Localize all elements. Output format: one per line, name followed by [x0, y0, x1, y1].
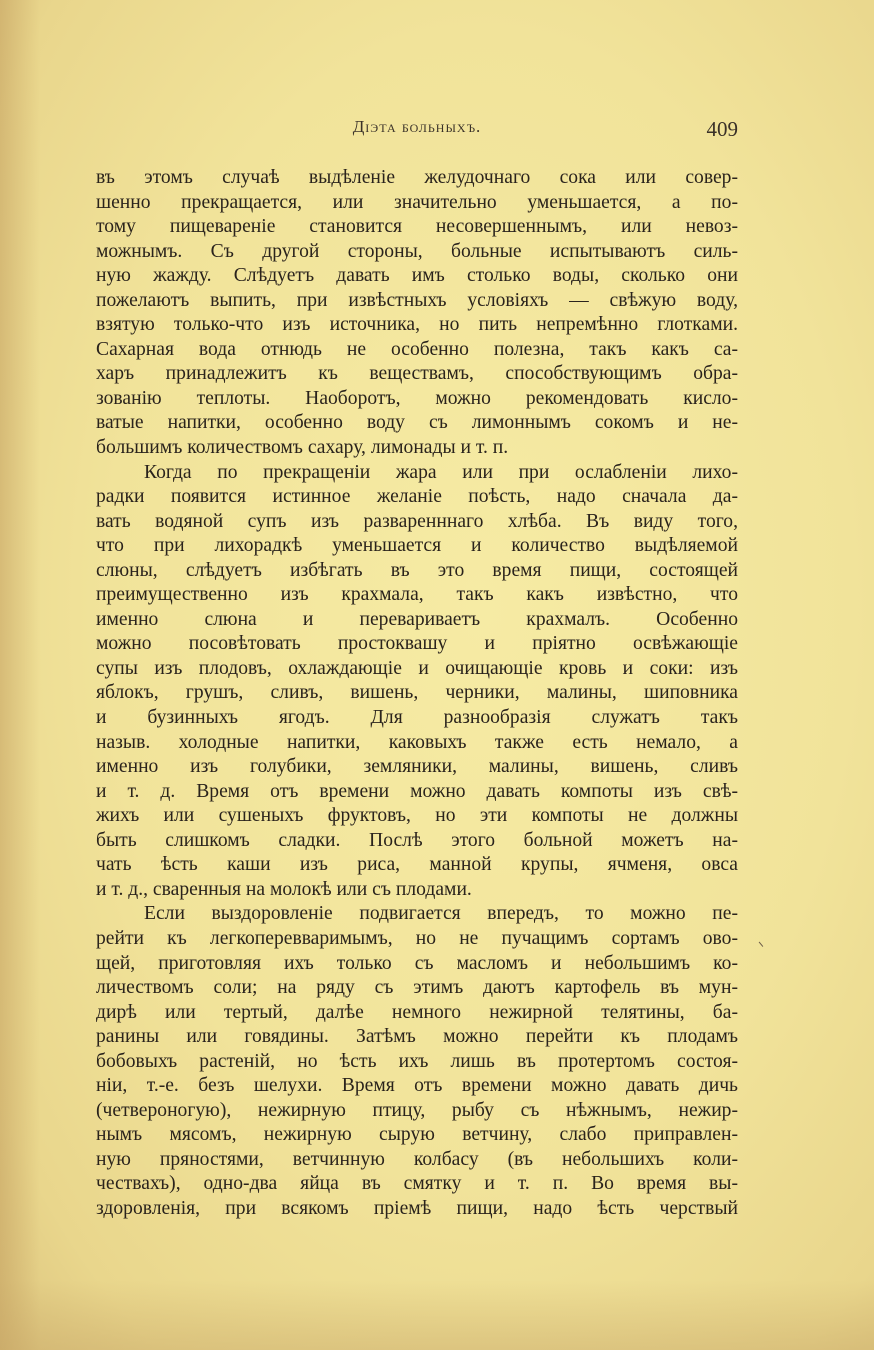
text-line: радки появится истинное желаніе поѣсть, надо сначала да-: [96, 486, 738, 508]
text-line: и бузинныхъ ягодъ. Для разнообразія служатъ такъ: [96, 707, 738, 729]
text-line: яблокъ, грушъ, сливъ, вишень, черники, малины, шиповника: [96, 682, 738, 704]
text-line: щей, приготовляя ихъ только съ масломъ и небольшимъ ко-: [96, 952, 738, 974]
text-line: вать водяной супъ изъ разваренннаго хлѣба. Въ виду того,: [96, 510, 738, 532]
page-gutter-shadow: [0, 0, 40, 1350]
text-line: Сахарная вода отнюдь не особенно полезна, такъ какъ са-: [96, 338, 738, 360]
text-line: взятую только-что изъ источника, но пить непремѣнно глотками.: [96, 314, 738, 336]
text-line: именно слюна и перевариваетъ крахмалъ. Особенно: [96, 608, 738, 630]
text-line: ную пряностями, ветчинную колбасу (въ небольшихъ коли-: [96, 1148, 738, 1170]
text-line: именно изъ голубики, земляники, малины, вишень, сливъ: [96, 756, 738, 778]
text-line: (четвероногую), нежирную птицу, рыбу съ нѣжнымъ, нежир-: [96, 1099, 738, 1121]
page-bottom-shadow: [0, 1280, 874, 1350]
text-line: зованію теплоты. Наоборотъ, можно рекомендовать кисло-: [96, 387, 738, 409]
text-line: бобовыхъ растеній, но ѣсть ихъ лишь въ протертомъ состоя-: [96, 1050, 738, 1072]
text-line: быть слишкомъ сладки. Послѣ этого больной можетъ на-: [96, 829, 738, 851]
text-line: можно посовѣтовать простоквашу и пріятно освѣжающіе: [96, 633, 738, 655]
text-line: назыв. холодные напитки, каковыхъ также есть немало, а: [96, 731, 738, 753]
text-line: харъ принадлежитъ къ веществамъ, способствующимъ обра-: [96, 363, 738, 385]
text-line: нымъ мясомъ, нежирную сырую ветчину, слабо приправлен-: [96, 1124, 738, 1146]
text-line: чать ѣсть каши изъ риса, манной крупы, ячменя, овса: [96, 854, 738, 876]
paragraph-first-line: Когда по прекращеніи жара или при ослабленіи лихо-: [144, 461, 738, 483]
text-line: что при лихорадкѣ уменьшается и количество выдѣляемой: [96, 535, 738, 557]
text-line: шенно прекращается, или значительно уменьшается, а по-: [96, 191, 738, 213]
text-line: жихъ или сушеныхъ фруктовъ, но эти компоты не должны: [96, 805, 738, 827]
text-line: можнымъ. Съ другой стороны, больные испытываютъ силь-: [96, 240, 738, 262]
text-line: личествомъ соли; на ряду съ этимъ даютъ картофель въ мун-: [96, 977, 738, 999]
text-line: въ этомъ случаѣ выдѣленіе желудочнаго сока или совер-: [96, 167, 738, 188]
text-line: ранины или говядины. Затѣмъ можно перейти къ плодамъ: [96, 1026, 738, 1048]
running-title: Діэта больныхъ.: [352, 117, 482, 136]
text-line: пожелаютъ выпить, при извѣстныхъ условіяхъ — свѣжую воду,: [96, 289, 738, 311]
text-line: здоровленія, при всякомъ пріемѣ пищи, надо ѣсть черствый: [96, 1197, 738, 1219]
page-number: 409: [706, 117, 738, 141]
text-line: преимущественно изъ крахмала, такъ какъ извѣстно, что: [96, 584, 738, 606]
text-line: ную жажду. Слѣдуетъ давать имъ столько воды, сколько они: [96, 265, 738, 287]
text-line: и т. д. Время отъ времени можно давать компоты изъ свѣ-: [96, 780, 738, 802]
text-line: ніи, т.-е. безъ шелухи. Время отъ времени можно давать дичь: [96, 1075, 738, 1097]
text-line: супы изъ плодовъ, охлаждающіе и очищающіе кровь и соки: изъ: [96, 657, 738, 679]
ink-speck: [759, 939, 767, 947]
paragraph-end-line: и т. д., сваренныя на молокѣ или съ плодами.: [96, 878, 472, 900]
running-head: [96, 117, 738, 143]
paragraph-first-line: Если выздоровленіе подвигается впередъ, то можно пе-: [144, 903, 738, 925]
text-line: тому пищевареніе становится несовершеннымъ, или невоз-: [96, 216, 738, 238]
text-line: слюны, слѣдуетъ избѣгать въ это время пищи, состоящей: [96, 559, 738, 581]
text-line: дирѣ или тертый, далѣе немного нежирной телятины, ба-: [96, 1001, 738, 1023]
text-line: ватые напитки, особенно воду съ лимоннымъ сокомъ и не-: [96, 412, 738, 434]
text-line: рейти къ легкоперевваримымъ, но не пучащимъ сортамъ ово-: [96, 927, 738, 949]
body-text: [96, 166, 738, 1222]
text-line: чествахъ), одно-два яйца въ смятку и т. п. Во время вы-: [96, 1173, 738, 1195]
paragraph-end-line: большимъ количествомъ сахару, лимонады и т. п.: [96, 437, 509, 459]
